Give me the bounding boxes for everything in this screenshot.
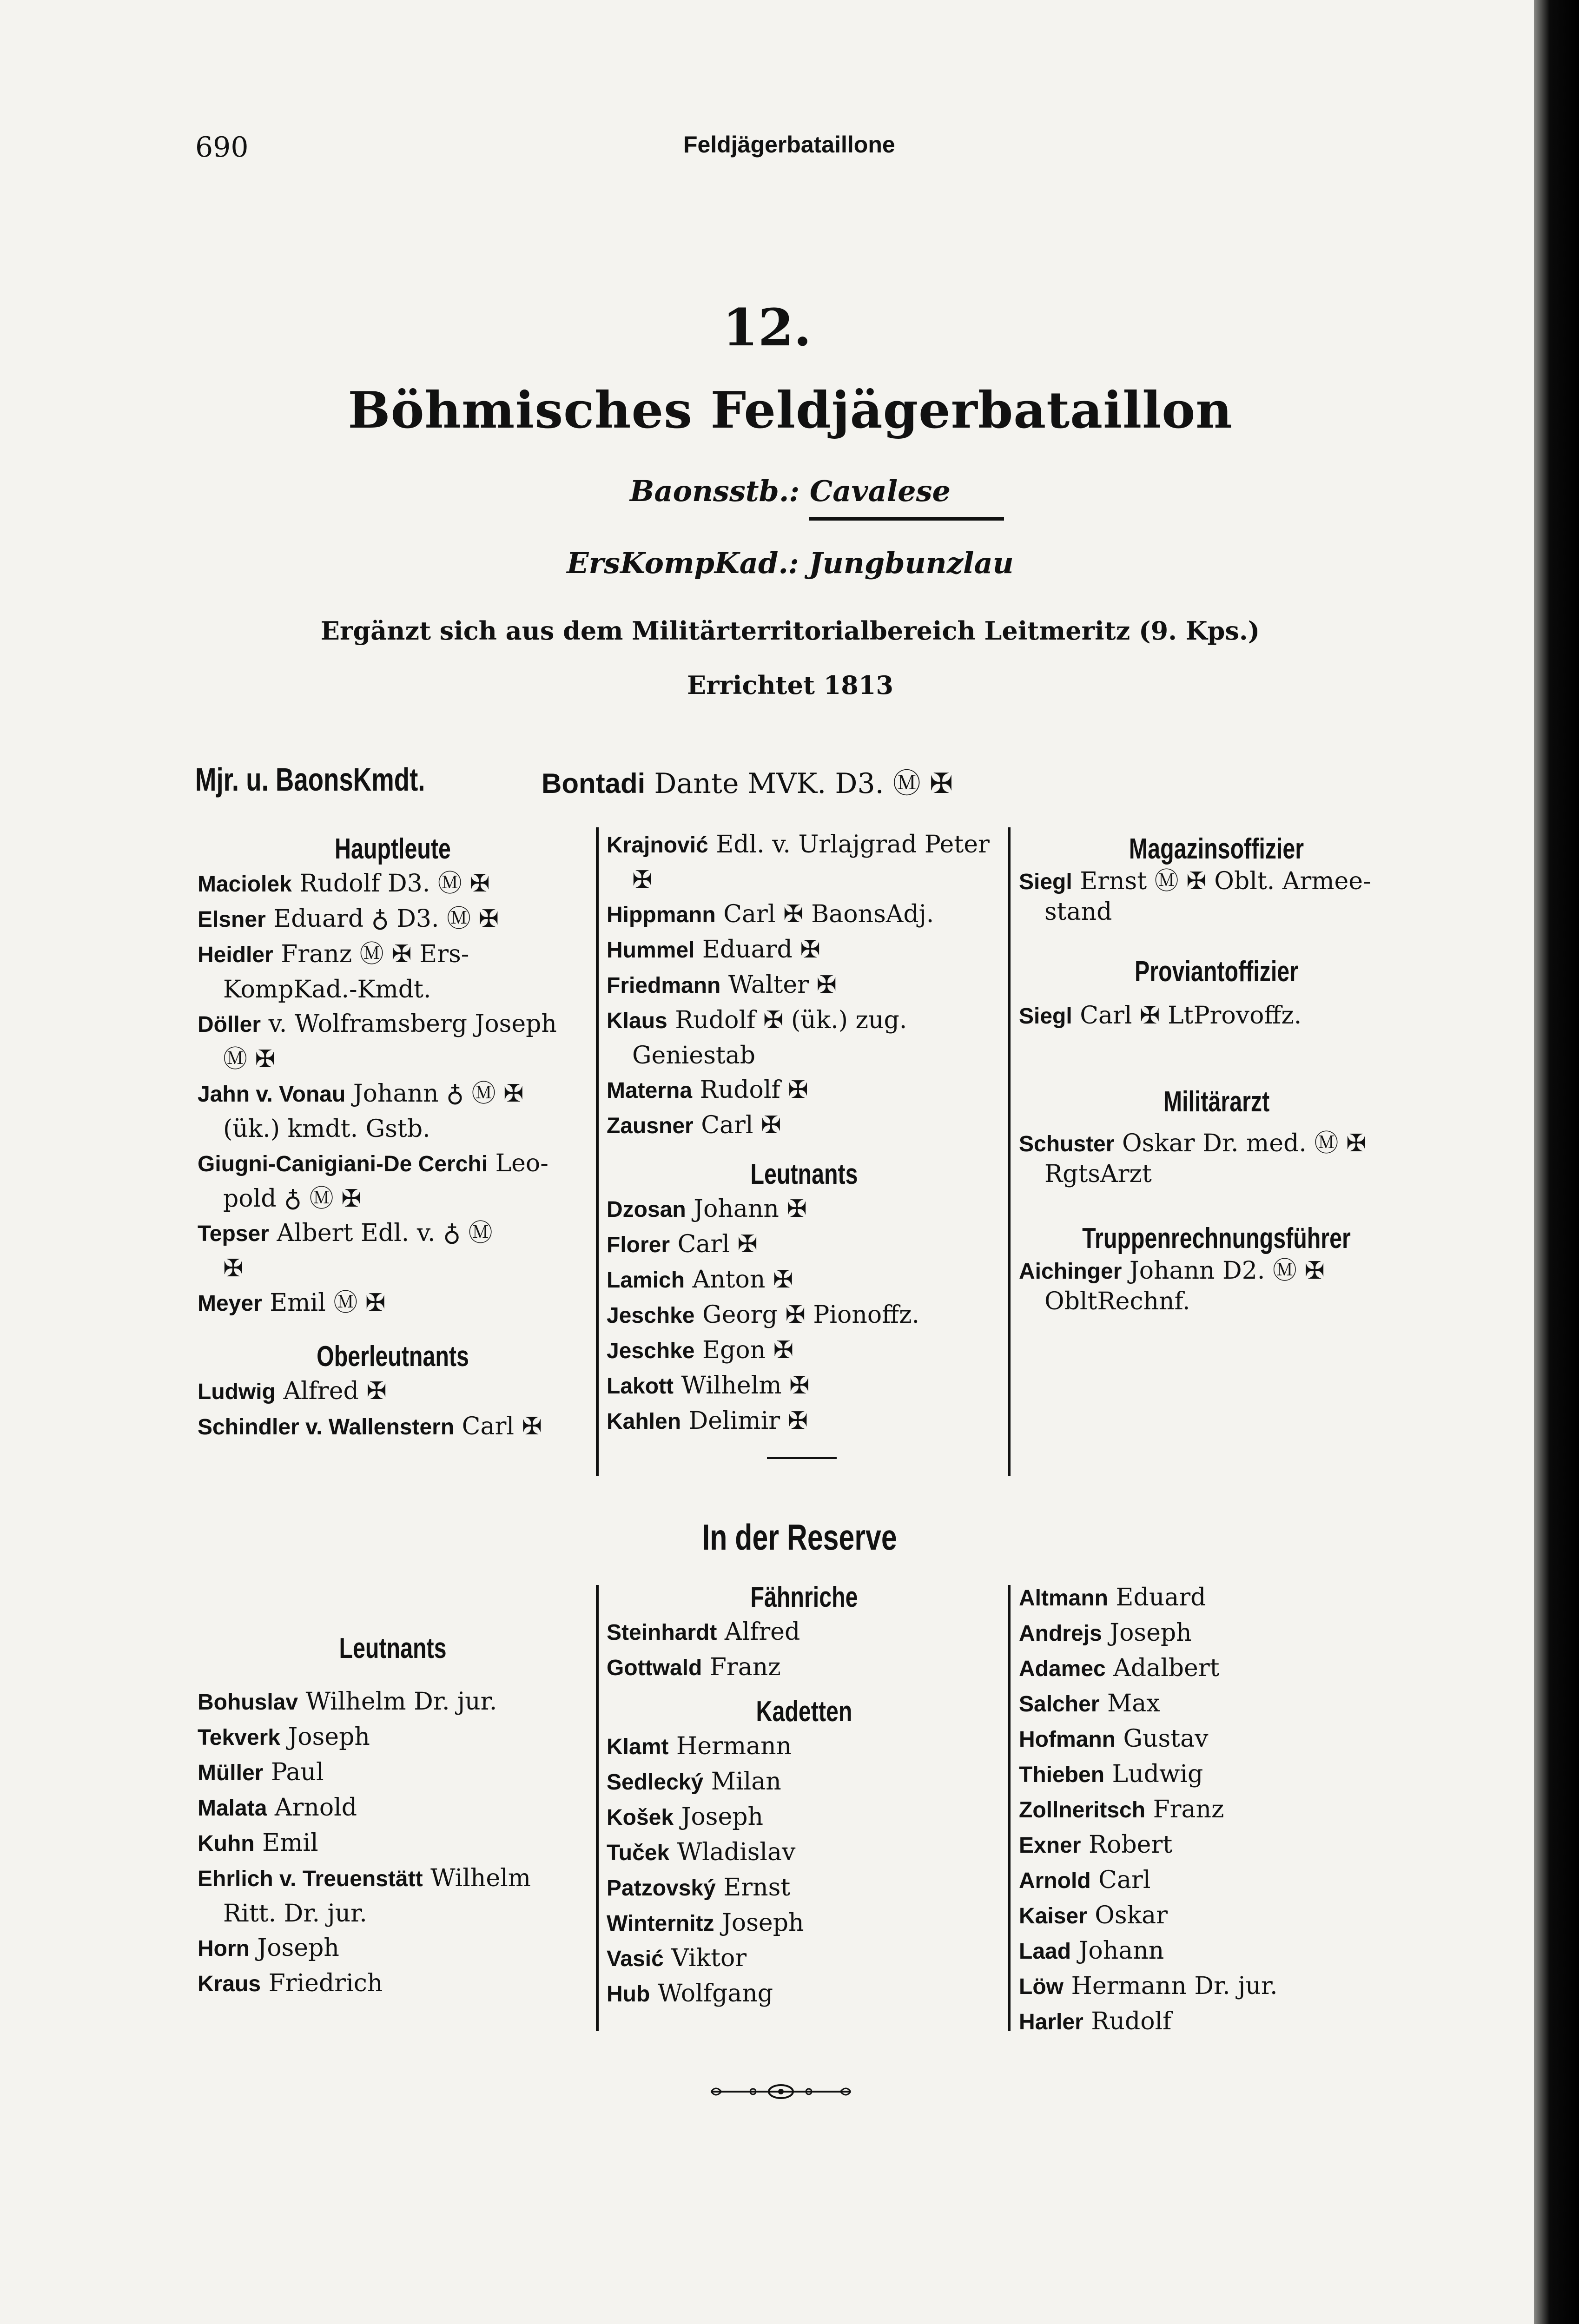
person-surname: Florer	[607, 1233, 670, 1257]
commander-details: Dante MVK. D3. Ⓜ ✠	[654, 767, 953, 800]
person-surname: Harler	[1019, 2010, 1083, 2034]
person-details: Walter ✠	[728, 971, 837, 999]
person-details: Leo-	[495, 1149, 548, 1177]
person-surname: Kaiser	[1019, 1904, 1087, 1928]
person-details: Hermann	[676, 1732, 792, 1760]
erganzt-line: Ergänzt sich aus dem Militärterritorialbereich Leitmeritz (9. Kps.)	[320, 616, 1260, 646]
commander-entry	[542, 761, 953, 801]
person-details: Carl	[1098, 1866, 1151, 1894]
officer-entry	[607, 897, 1002, 932]
person-details: ✠	[632, 866, 653, 894]
officer-entry	[198, 866, 588, 902]
person-surname: Altmann	[1019, 1586, 1108, 1611]
person-details: Ritt. Dr. jur.	[223, 1900, 367, 1928]
person-surname: Lakott	[607, 1374, 674, 1399]
reserve-column-3	[1019, 1580, 1414, 2040]
person-details: pold ♁ Ⓜ ✠	[223, 1185, 362, 1213]
reserve-entry	[198, 1790, 588, 1826]
person-surname: Friedmann	[607, 973, 721, 998]
column-rule	[596, 827, 599, 1476]
station-underline	[809, 517, 1004, 521]
section-number: 12.	[722, 297, 812, 357]
officer-entry	[198, 1286, 588, 1321]
column-2	[607, 827, 1002, 1439]
person-details: Albert Edl. v. ♁ Ⓜ	[277, 1219, 493, 1247]
person-details: Ludwig	[1112, 1760, 1203, 1788]
person-surname: Siegl	[1019, 870, 1072, 894]
person-details: Wilhelm ✠	[681, 1372, 810, 1400]
person-details: Wilhelm	[430, 1864, 531, 1892]
person-surname: Adamec	[1019, 1657, 1106, 1681]
reserve-entry	[198, 1861, 588, 1896]
person-details: Geniestab	[632, 1042, 756, 1070]
person-details: Georg ✠ Pionoffz.	[702, 1301, 920, 1329]
person-surname: Döller	[198, 1012, 261, 1037]
heading-arzt: Militärarzt	[1163, 1086, 1270, 1118]
person-surname: Laad	[1019, 1939, 1071, 1964]
person-details: Rudolf ✠	[700, 1076, 808, 1104]
person-surname: Malata	[198, 1796, 267, 1821]
reserve-entry	[607, 1800, 1002, 1835]
person-surname: Lamich	[607, 1268, 685, 1293]
person-details: Ernst	[723, 1874, 791, 1901]
person-surname: Meyer	[198, 1291, 262, 1316]
person-surname: Exner	[1019, 1833, 1081, 1858]
person-surname: Schindler v. Wallenstern	[198, 1415, 455, 1439]
officer-entry	[198, 1182, 588, 1216]
column-rule	[1008, 827, 1011, 1476]
person-surname: Thieben	[1019, 1763, 1105, 1787]
station-line: Baonsstb.: Cavalese	[630, 474, 951, 508]
officer-entry	[607, 1262, 1002, 1298]
person-details: Carl ✠	[462, 1413, 542, 1440]
commander-surname: Bontadi	[542, 768, 646, 799]
reserve-entry	[1019, 1934, 1414, 1969]
person-details: Emil	[262, 1829, 318, 1857]
person-surname: Jeschke	[607, 1303, 695, 1328]
person-surname: Bohuslav	[198, 1690, 298, 1715]
reserve-entry	[607, 1906, 1002, 1941]
officer-entry	[607, 1404, 1002, 1439]
person-details: Johann	[1078, 1937, 1164, 1965]
errichtet-line: Errichtet 1813	[687, 670, 894, 700]
person-surname: Steinhardt	[607, 1620, 717, 1645]
officer-entry	[607, 1368, 1002, 1404]
column-3	[1019, 832, 1414, 1316]
officer-entry	[1019, 1287, 1414, 1316]
person-details: Max	[1107, 1690, 1160, 1717]
ersatz-line: ErsKompKad.: Jungbunzlau	[567, 546, 1014, 580]
heading-kadetten: Kadetten	[756, 1696, 852, 1728]
person-details: Carl ✠ LtProvoffz.	[1080, 1002, 1302, 1030]
person-details: Egon ✠	[702, 1336, 794, 1364]
officer-entry	[607, 863, 1002, 897]
running-title: Feldjägerbataillone	[683, 132, 895, 158]
officer-entry	[1019, 1256, 1414, 1287]
person-surname: Ehrlich v. Treuenstätt	[198, 1867, 423, 1891]
person-details: Emil Ⓜ ✠	[270, 1289, 386, 1317]
officer-entry	[1019, 897, 1414, 927]
book-edge	[1534, 0, 1579, 2324]
person-details: Viktor	[671, 1944, 747, 1972]
person-surname: Horn	[198, 1936, 250, 1961]
person-details: Carl ✠	[677, 1230, 758, 1258]
officer-entry	[198, 902, 588, 937]
heading-hauptleute: Hauptleute	[335, 833, 451, 865]
heading-fahnriche: Fähnriche	[750, 1581, 858, 1613]
person-details: ObltRechnf.	[1044, 1287, 1190, 1315]
person-surname: Hofmann	[1019, 1727, 1116, 1752]
heading-rechnung: Truppenrechnungsführer	[1082, 1222, 1351, 1254]
heading-magazin: Magazinsoffizier	[1129, 833, 1304, 865]
heading-leutnants: Leutnants	[750, 1158, 858, 1190]
person-surname: Schuster	[1019, 1132, 1115, 1156]
person-details: Gustav	[1123, 1725, 1209, 1753]
person-surname: Elsner	[198, 907, 266, 932]
column-1	[198, 832, 588, 1445]
reserve-entry	[198, 1896, 588, 1931]
officer-entry	[198, 1251, 588, 1286]
person-details: Milan	[711, 1768, 781, 1796]
person-surname: Košek	[607, 1805, 674, 1830]
officer-entry	[1019, 998, 1414, 1034]
person-details: Joseph	[1110, 1619, 1192, 1647]
person-surname: Aichinger	[1019, 1259, 1122, 1284]
officer-entry	[607, 932, 1002, 968]
heading-reserve-leutnants: Leutnants	[339, 1632, 447, 1664]
person-surname: Tuček	[607, 1841, 670, 1865]
officer-entry	[607, 1108, 1002, 1143]
person-details: Rudolf	[1091, 2007, 1172, 2035]
person-surname: Jeschke	[607, 1339, 695, 1363]
reserve-entry	[1019, 1792, 1414, 1828]
column-rule	[1008, 1585, 1011, 2031]
officer-entry	[607, 1003, 1002, 1038]
person-surname: Klamt	[607, 1735, 669, 1759]
reserve-entry	[1019, 1580, 1414, 1616]
person-surname: Materna	[607, 1078, 693, 1103]
person-surname: Hummel	[607, 938, 695, 963]
reserve-entry	[607, 1729, 1002, 1764]
officer-entry	[198, 1216, 588, 1251]
person-details: Alfred	[724, 1618, 800, 1646]
reserve-entry	[1019, 2004, 1414, 2040]
person-details: stand	[1044, 898, 1112, 926]
person-details: Franz Ⓜ ✠ Ers-	[281, 940, 469, 968]
person-details: Eduard	[1116, 1584, 1206, 1611]
reserve-column-1	[198, 1631, 588, 2001]
person-surname: Löw	[1019, 1974, 1064, 1999]
column-rule	[596, 1585, 599, 2031]
person-surname: Kahlen	[607, 1409, 681, 1434]
person-details: Paul	[271, 1758, 324, 1786]
officer-entry	[607, 968, 1002, 1003]
reserve-entry	[1019, 1686, 1414, 1722]
officer-entry	[198, 1112, 588, 1146]
person-surname: Giugni-Canigiani-De Cerchi	[198, 1152, 488, 1176]
person-surname: Andrejs	[1019, 1621, 1102, 1646]
reserve-entry	[1019, 1722, 1414, 1757]
reserve-entry	[607, 1615, 1002, 1650]
person-surname: Tekverk	[198, 1725, 280, 1750]
heading-proviant: Proviantoffizier	[1134, 956, 1298, 988]
person-details: (ük.) kmdt. Gstb.	[223, 1115, 430, 1143]
person-details: Ernst Ⓜ ✠ Oblt. Armee-	[1080, 867, 1371, 895]
reserve-entry	[198, 1755, 588, 1790]
person-details: Joseph	[257, 1934, 339, 1962]
reserve-entry	[198, 1826, 588, 1861]
heading-reserve: In der Reserve	[702, 1517, 897, 1558]
person-surname: Maciolek	[198, 872, 292, 897]
officer-entry	[1019, 1159, 1414, 1189]
reserve-entry	[607, 1650, 1002, 1685]
person-details: Joseph	[681, 1803, 763, 1831]
officer-entry	[198, 1076, 588, 1112]
person-details: Oskar Dr. med. Ⓜ ✠	[1122, 1129, 1367, 1157]
officer-entry	[198, 1409, 588, 1445]
page-number: 690	[195, 131, 249, 164]
reserve-entry	[1019, 1898, 1414, 1934]
officer-entry	[607, 1298, 1002, 1333]
reserve-entry	[198, 1931, 588, 1966]
person-surname: Hippmann	[607, 903, 716, 927]
person-details: Oskar	[1095, 1901, 1168, 1929]
person-surname: Jahn v. Vonau	[198, 1082, 346, 1107]
person-details: Ⓜ ✠	[223, 1045, 276, 1073]
reserve-entry	[198, 1720, 588, 1755]
person-details: Adalbert	[1113, 1654, 1220, 1682]
person-surname: Klaus	[607, 1009, 667, 1033]
person-surname: Dzosan	[607, 1197, 686, 1222]
commander-rank: Mjr. u. BaonsKmdt.	[195, 761, 425, 798]
person-details: Alfred ✠	[283, 1377, 387, 1405]
person-details: Wladislav	[677, 1838, 796, 1866]
person-surname: Patzovský	[607, 1876, 716, 1901]
person-details: Wilhelm Dr. jur.	[305, 1688, 497, 1716]
reserve-entry	[607, 1835, 1002, 1870]
person-details: Franz	[1153, 1796, 1224, 1823]
reserve-entry	[607, 1764, 1002, 1800]
person-surname: Kraus	[198, 1972, 261, 1996]
person-details: Delimir ✠	[688, 1407, 808, 1435]
person-details: RgtsArzt	[1044, 1160, 1152, 1188]
reserve-entry	[1019, 1969, 1414, 2004]
person-details: v. Wolframsberg Joseph	[268, 1010, 557, 1038]
person-details: Eduard ♁ D3. Ⓜ ✠	[273, 905, 499, 933]
heading-oberleutnants: Oberleutnants	[317, 1340, 469, 1373]
reserve-entry	[607, 1941, 1002, 1976]
reserve-entry	[607, 1976, 1002, 2012]
person-surname: Tepser	[198, 1221, 269, 1246]
person-surname: Sedlecký	[607, 1770, 704, 1795]
person-details: Hermann Dr. jur.	[1071, 1972, 1278, 2000]
person-details: Johann ✠	[694, 1195, 807, 1223]
reserve-entry	[198, 1966, 588, 2001]
person-details: Anton ✠	[692, 1266, 793, 1294]
person-surname: Heidler	[198, 943, 273, 967]
person-surname: Zollneritsch	[1019, 1798, 1146, 1822]
person-details: Carl ✠	[701, 1111, 781, 1139]
person-details: Rudolf D3. Ⓜ ✠	[299, 870, 490, 898]
person-surname: Zausner	[607, 1114, 694, 1138]
reserve-entry	[1019, 1828, 1414, 1863]
person-details: Johann D2. Ⓜ ✠	[1129, 1257, 1325, 1285]
person-surname: Arnold	[1019, 1868, 1091, 1893]
person-details: Robert	[1088, 1831, 1173, 1859]
reserve-entry	[1019, 1757, 1414, 1792]
officer-entry	[607, 827, 1002, 863]
officer-entry	[198, 937, 588, 972]
person-details: Wolfgang	[657, 1980, 773, 2007]
person-surname: Kuhn	[198, 1831, 255, 1856]
person-details: KompKad.-Kmdt.	[223, 976, 431, 1004]
person-details: ✠	[223, 1254, 244, 1282]
officer-entry	[607, 1073, 1002, 1108]
reserve-entry	[1019, 1863, 1414, 1898]
person-surname: Gottwald	[607, 1656, 702, 1680]
column-end-rule	[767, 1457, 837, 1459]
officer-entry	[1019, 1129, 1414, 1159]
person-details: Joseph	[288, 1723, 370, 1751]
reserve-entry	[1019, 1616, 1414, 1651]
person-details: Edl. v. Urlajgrad Peter	[716, 831, 990, 858]
officer-entry	[198, 1146, 588, 1182]
officer-entry	[198, 1374, 588, 1409]
person-details: Eduard ✠	[702, 936, 820, 964]
officer-entry	[198, 1007, 588, 1042]
person-surname: Siegl	[1019, 1004, 1072, 1029]
person-surname: Ludwig	[198, 1380, 276, 1404]
person-details: Rudolf ✠ (ük.) zug.	[675, 1006, 907, 1034]
person-details: Johann ♁ Ⓜ ✠	[353, 1080, 524, 1108]
officer-entry	[607, 1227, 1002, 1262]
person-details: Franz	[709, 1653, 781, 1681]
person-surname: Winternitz	[607, 1911, 714, 1936]
reserve-entry	[1019, 1651, 1414, 1686]
person-surname: Krajnović	[607, 833, 708, 858]
person-details: Joseph	[722, 1909, 804, 1937]
reserve-entry	[198, 1684, 588, 1720]
officer-entry	[1019, 866, 1414, 897]
person-details: Friedrich	[268, 1969, 383, 1997]
officer-entry	[607, 1192, 1002, 1227]
end-ornament	[707, 2082, 855, 2101]
person-details: Arnold	[274, 1794, 357, 1822]
person-surname: Vasić	[607, 1947, 664, 1971]
officer-entry	[198, 972, 588, 1007]
person-surname: Salcher	[1019, 1692, 1100, 1717]
person-surname: Hub	[607, 1982, 650, 2007]
reserve-column-2	[607, 1580, 1002, 2012]
section-title: Böhmisches Feldjägerbataillon	[348, 381, 1233, 440]
officer-entry	[198, 1042, 588, 1076]
person-details: Carl ✠ BaonsAdj.	[723, 900, 934, 928]
officer-entry	[607, 1038, 1002, 1073]
officer-entry	[607, 1333, 1002, 1368]
reserve-entry	[607, 1870, 1002, 1906]
person-surname: Müller	[198, 1761, 264, 1785]
